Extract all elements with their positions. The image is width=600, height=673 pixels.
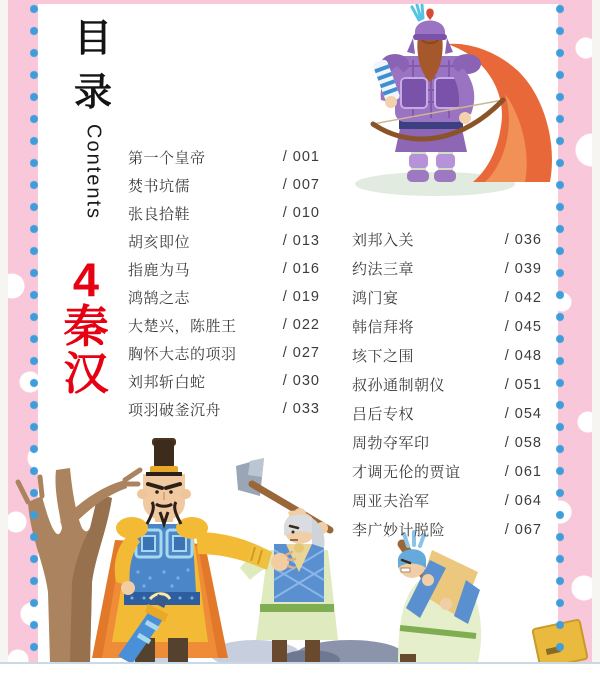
series-char-han: 汉 (63, 348, 109, 400)
toc-entry (128, 255, 320, 283)
toc-entry (352, 428, 542, 457)
toc-entry-title: 叔孙通制朝仪 (352, 377, 446, 394)
toc-column-1 (128, 143, 320, 423)
toc-entry-page: / 001 (282, 149, 320, 165)
toc-entry-page: / 013 (282, 233, 320, 249)
toc-entry-title: 焚书坑儒 (128, 177, 191, 195)
toc-entry (352, 370, 542, 399)
toc-entry-title: 刘邦斩白蛇 (128, 373, 206, 391)
toc-entry-title: 项羽破釜沉舟 (128, 401, 222, 419)
toc-entry-page: / 064 (504, 492, 542, 509)
toc-entry-title: 鸿门宴 (352, 290, 399, 307)
toc-entry-title: 约法三章 (352, 261, 415, 278)
toc-entry (128, 311, 320, 339)
toc-entry-title: 吕后专权 (352, 406, 415, 423)
toc-entry-title: 周亚夫治军 (352, 493, 430, 510)
toc-entry (352, 254, 542, 283)
toc-entry-page: / 016 (282, 261, 320, 277)
toc-entry (128, 227, 320, 255)
toc-entry-title: 李广妙计脱险 (352, 522, 446, 539)
series-number: 4 (72, 253, 100, 306)
digging-soldier (398, 532, 481, 662)
toc-entry-page: / 058 (504, 434, 542, 451)
blue-dotted-line-right (556, 4, 564, 660)
title-char-lu: 录 (73, 72, 112, 114)
toc-entry-page: / 067 (504, 521, 542, 538)
toc-entry-title: 第一个皇帝 (128, 149, 206, 167)
toc-column-2 (352, 225, 542, 544)
toc-entry-title: 胡亥即位 (128, 233, 191, 251)
toc-entry-page: / 022 (282, 317, 320, 333)
toc-entry-page: / 019 (282, 289, 320, 305)
title-char-mu: 目 (73, 18, 112, 60)
toc-entry (128, 283, 320, 311)
contents-subtitle: Contents (82, 124, 105, 221)
toc-entry (352, 399, 542, 428)
series-badge (56, 253, 116, 400)
toc-entry (352, 283, 542, 312)
toc-entry (128, 395, 320, 423)
toc-entry-title: 张良拾鞋 (128, 205, 191, 223)
toc-entry-title: 胸怀大志的项羽 (128, 345, 237, 363)
toc-entry (352, 515, 542, 544)
toc-entry-page: / 045 (504, 318, 542, 335)
toc-entry (352, 341, 542, 370)
warrior-with-bow-illustration (335, 4, 565, 199)
toc-entry (352, 486, 542, 515)
toc-entry-title: 大楚兴，陈胜王 (128, 317, 237, 335)
bottom-rule-line (0, 662, 600, 664)
toc-entry-page: / 048 (504, 347, 542, 364)
toc-entry-title: 鸿鹄之志 (128, 289, 191, 307)
toc-entry-page: / 010 (282, 205, 320, 221)
toc-entry-page: / 061 (504, 463, 542, 480)
toc-entry-page: / 042 (504, 289, 542, 306)
toc-entry-title: 才调无伦的贾谊 (352, 464, 461, 481)
toc-entry-page: / 027 (282, 345, 320, 361)
toc-entry-title: 周勃夺军印 (352, 435, 430, 452)
toc-entry (352, 312, 542, 341)
toc-entry (352, 225, 542, 254)
toc-entry (352, 457, 542, 486)
toc-entry (128, 171, 320, 199)
toc-entry (128, 339, 320, 367)
toc-entry-page: / 054 (504, 405, 542, 422)
contents-header (68, 20, 118, 225)
toc-entry-page: / 033 (282, 401, 320, 417)
toc-entry-page: / 039 (504, 260, 542, 277)
toc-entry-title: 指鹿为马 (128, 261, 191, 279)
toc-entry (128, 199, 320, 227)
toc-entry-page: / 051 (504, 376, 542, 393)
toc-entry-title: 刘邦入关 (352, 232, 415, 249)
toc-entry (128, 367, 320, 395)
toc-entry (128, 143, 320, 171)
toc-entry-title: 垓下之围 (352, 348, 415, 365)
toc-entry-page: / 030 (282, 373, 320, 389)
series-char-qin: 秦 (63, 301, 109, 352)
toc-entry-page: / 007 (282, 177, 320, 193)
blue-dotted-line-left (30, 4, 38, 660)
toc-entry-page: / 036 (504, 231, 542, 248)
toc-entry-title: 韩信拜将 (352, 319, 415, 336)
